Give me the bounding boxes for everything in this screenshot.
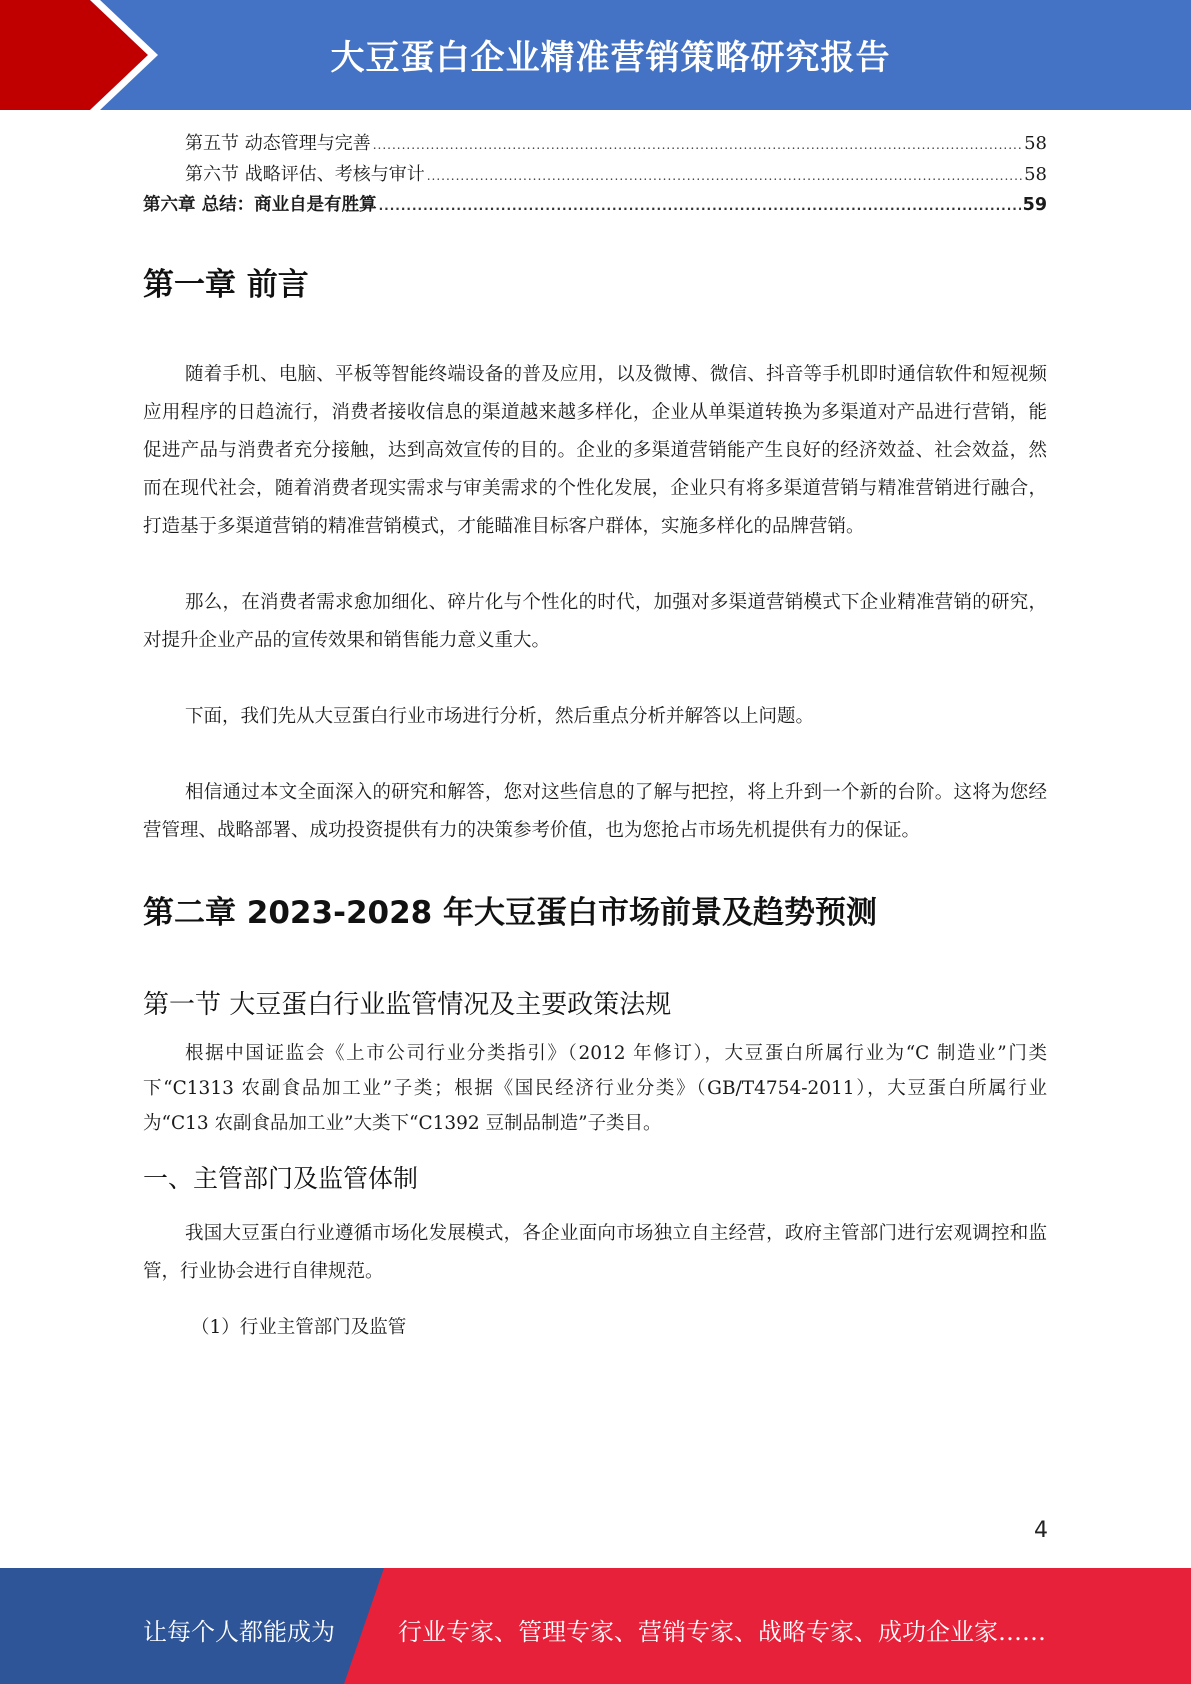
footer-slogan-left: 让每个人都能成为: [143, 1618, 335, 1646]
body-paragraph: 下面，我们先从大豆蛋白行业市场进行分析，然后重点分析并解答以上问题。: [185, 706, 815, 727]
page-header: [0, 0, 1191, 110]
section-heading: 第一节 大豆蛋白行业监管情况及主要政策法规: [143, 990, 672, 1020]
footer-slogan-right: 行业专家、管理专家、营销专家、战略专家、成功企业家……: [398, 1618, 1046, 1646]
body-paragraph: 我国大豆蛋白行业遵循市场化发展模式，各企业面向市场独立自主经营，政府主管部门进行宏观调控和监管，行业协会进行自律规范。: [143, 1223, 1047, 1282]
list-item: （1）行业主管部门及监管: [191, 1317, 407, 1338]
spacer: [143, 312, 1047, 356]
spacer: [143, 1141, 1047, 1155]
toc-entry-page: 58: [1024, 164, 1047, 185]
main-content: [143, 258, 1047, 1347]
toc-dot-leader: [427, 161, 1022, 192]
toc-dot-leader: [373, 130, 1022, 161]
toc-entry[interactable]: [143, 159, 1047, 190]
body-paragraph: 根据中国证监会《上市公司行业分类指引》（2012 年修订），大豆蛋白所属行业为“C 制造业”门类下“C1313 农副食品加工业”子类；根据《国民经济行业分类》（GB/T4754-2011），大豆蛋白所属行业为“C13 农副食品加工业”大类下“C1392 豆制品制造”子类目。: [143, 1043, 1047, 1134]
toc-entry-page: 58: [1024, 133, 1047, 154]
toc-entry-label: 第六章 总结：商业自是有胜算: [143, 195, 377, 215]
spacer: [143, 850, 1047, 886]
spacer: [143, 660, 1047, 698]
body-paragraph: 随着手机、电脑、平板等智能终端设备的普及应用，以及微博、微信、抖音等手机即时通信软件和短视频应用程序的日趋流行，消费者接收信息的渠道越来越多样化，企业从单渠道转换为多渠道对产品进行营销，能促进产品与消费者充分接触，达到高效宣传的目的。企业的多渠道营销能产生良好的经济效益、社会效益，然而在现代社会，随着消费者现实需求与审美需求的个性化发展，企业只有将多渠道营销与精准营销进行融合，打造基于多渠道营销的精准营销模式，才能瞄准目标客户群体，实施多样化的品牌营销。: [143, 364, 1047, 537]
table-of-contents: [143, 128, 1047, 221]
body-paragraph: 相信通过本文全面深入的研究和解答，您对这些信息的了解与把控，将上升到一个新的台阶。这将为您经营管理、战略部署、成功投资提供有力的决策参考价值，也为您抢占市场先机提供有力的保证。: [143, 782, 1047, 841]
toc-entry-page: 59: [1022, 195, 1047, 215]
spacer: [143, 940, 1047, 980]
spacer: [143, 1203, 1047, 1215]
spacer: [143, 736, 1047, 774]
toc-entry-chapter[interactable]: [143, 190, 1047, 221]
subsection-heading: 一、主管部门及监管体制: [143, 1164, 419, 1193]
toc-dot-leader: [379, 191, 1021, 222]
toc-entry-label: 第六节 战略评估、考核与审计: [185, 164, 425, 185]
body-paragraph: 那么，在消费者需求愈加细化、碎片化与个性化的时代，加强对多渠道营销模式下企业精准营销的研究，对提升企业产品的宣传效果和销售能力意义重大。: [143, 592, 1047, 651]
toc-entry-label: 第五节 动态管理与完善: [185, 133, 371, 154]
toc-entry[interactable]: [143, 128, 1047, 159]
spacer: [143, 546, 1047, 584]
document-title: 大豆蛋白企业精准营销策略研究报告: [330, 38, 891, 78]
spacer: [143, 1291, 1047, 1309]
page-number: 4: [1034, 1518, 1048, 1543]
chapter-heading: 第二章 2023-2028 年大豆蛋白市场前景及趋势预测: [143, 895, 878, 931]
page-footer: [0, 1568, 1191, 1684]
chapter-heading: 第一章 前言: [143, 267, 309, 303]
